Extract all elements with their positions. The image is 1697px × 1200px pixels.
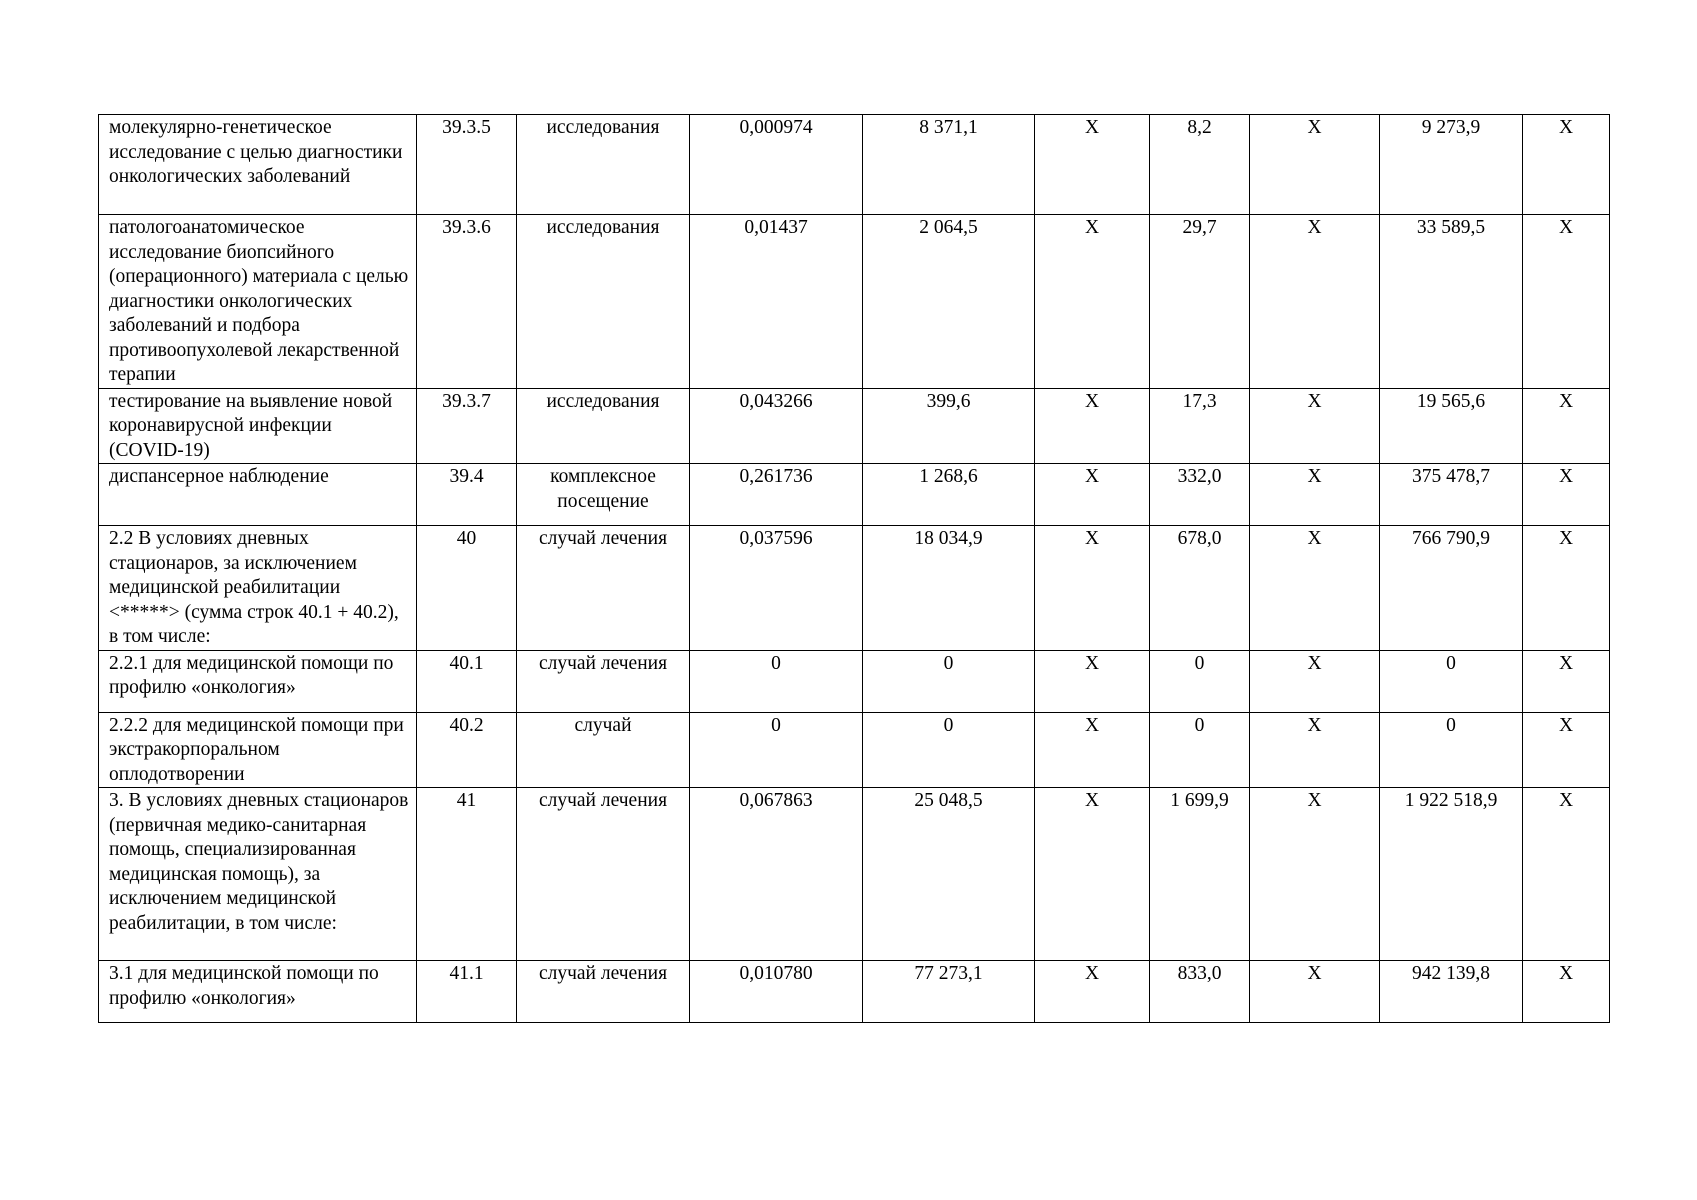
row-line-number: 40.1 — [417, 650, 517, 712]
row-col9: 766 790,9 — [1380, 526, 1523, 651]
row-col6: Х — [1035, 788, 1150, 961]
row-col10: Х — [1523, 115, 1610, 215]
row-line-number: 40 — [417, 526, 517, 651]
row-unit: исследования — [517, 115, 690, 215]
row-line-number: 39.3.6 — [417, 215, 517, 389]
row-unit: случай — [517, 712, 690, 788]
row-cost: 18 034,9 — [863, 526, 1035, 651]
row-col6: Х — [1035, 712, 1150, 788]
row-col8: Х — [1250, 388, 1380, 464]
row-col7: 332,0 — [1150, 464, 1250, 526]
table-row — [99, 215, 1610, 389]
row-name: тестирование на выявление новой коронавирусной инфекции (COVID-19) — [99, 388, 417, 464]
row-cost: 25 048,5 — [863, 788, 1035, 961]
row-col10: Х — [1523, 388, 1610, 464]
row-name: патологоанатомическое исследование биопсийного (операционного) материала с целью диагностики онкологических заболеваний и подбора противоопухолевой лекарственной терапии — [99, 215, 417, 389]
row-volume: 0,067863 — [690, 788, 863, 961]
row-name: 3.1 для медицинской помощи по профилю «онкология» — [99, 961, 417, 1023]
row-unit: исследования — [517, 215, 690, 389]
row-volume: 0,043266 — [690, 388, 863, 464]
row-col8: Х — [1250, 650, 1380, 712]
row-line-number: 40.2 — [417, 712, 517, 788]
table-row — [99, 526, 1610, 651]
data-table — [98, 114, 1610, 1023]
row-col9: 942 139,8 — [1380, 961, 1523, 1023]
row-col9: 1 922 518,9 — [1380, 788, 1523, 961]
row-col10: Х — [1523, 712, 1610, 788]
row-col10: Х — [1523, 215, 1610, 389]
row-line-number: 39.3.7 — [417, 388, 517, 464]
table-row — [99, 115, 1610, 215]
row-volume: 0,010780 — [690, 961, 863, 1023]
row-col9: 19 565,6 — [1380, 388, 1523, 464]
row-col9: 375 478,7 — [1380, 464, 1523, 526]
row-col6: Х — [1035, 115, 1150, 215]
row-col7: 29,7 — [1150, 215, 1250, 389]
row-col8: Х — [1250, 526, 1380, 651]
row-volume: 0,037596 — [690, 526, 863, 651]
row-col7: 1 699,9 — [1150, 788, 1250, 961]
row-cost: 77 273,1 — [863, 961, 1035, 1023]
row-col10: Х — [1523, 464, 1610, 526]
row-volume: 0 — [690, 650, 863, 712]
row-name: диспансерное наблюдение — [99, 464, 417, 526]
row-unit: исследования — [517, 388, 690, 464]
table-row — [99, 388, 1610, 464]
row-col6: Х — [1035, 526, 1150, 651]
row-name: 3. В условиях дневных стационаров (первичная медико-санитарная помощь, специализированная медицинская помощь), за исключением медицинской реабилитации, в том числе: — [99, 788, 417, 961]
row-col6: Х — [1035, 650, 1150, 712]
row-name: 2.2.1 для медицинской помощи по профилю «онкология» — [99, 650, 417, 712]
table-row — [99, 650, 1610, 712]
row-volume: 0 — [690, 712, 863, 788]
row-unit: случай лечения — [517, 650, 690, 712]
row-line-number: 41.1 — [417, 961, 517, 1023]
row-col9: 0 — [1380, 712, 1523, 788]
row-unit: случай лечения — [517, 788, 690, 961]
row-col7: 0 — [1150, 712, 1250, 788]
row-name: 2.2.2 для медицинской помощи при экстракорпоральном оплодотворении — [99, 712, 417, 788]
row-col7: 17,3 — [1150, 388, 1250, 464]
row-cost: 399,6 — [863, 388, 1035, 464]
row-unit: случай лечения — [517, 526, 690, 651]
row-col9: 9 273,9 — [1380, 115, 1523, 215]
row-cost: 8 371,1 — [863, 115, 1035, 215]
row-unit: комплексное посещение — [517, 464, 690, 526]
table-row — [99, 712, 1610, 788]
row-cost: 1 268,6 — [863, 464, 1035, 526]
row-col10: Х — [1523, 650, 1610, 712]
row-col8: Х — [1250, 961, 1380, 1023]
row-col10: Х — [1523, 961, 1610, 1023]
row-volume: 0,261736 — [690, 464, 863, 526]
row-col8: Х — [1250, 115, 1380, 215]
row-col8: Х — [1250, 788, 1380, 961]
row-name: 2.2 В условиях дневных стационаров, за исключением медицинской реабилитации <*****> (сумма строк 40.1 + 40.2), в том числе: — [99, 526, 417, 651]
row-line-number: 39.3.5 — [417, 115, 517, 215]
row-col9: 33 589,5 — [1380, 215, 1523, 389]
row-cost: 0 — [863, 650, 1035, 712]
row-unit: случай лечения — [517, 961, 690, 1023]
table-row — [99, 961, 1610, 1023]
row-volume: 0,000974 — [690, 115, 863, 215]
row-col10: Х — [1523, 788, 1610, 961]
row-col7: 678,0 — [1150, 526, 1250, 651]
row-col9: 0 — [1380, 650, 1523, 712]
row-col8: Х — [1250, 215, 1380, 389]
row-col6: Х — [1035, 388, 1150, 464]
row-line-number: 41 — [417, 788, 517, 961]
row-cost: 2 064,5 — [863, 215, 1035, 389]
row-volume: 0,01437 — [690, 215, 863, 389]
row-col7: 833,0 — [1150, 961, 1250, 1023]
row-name: молекулярно-генетическое исследование с целью диагностики онкологических заболеваний — [99, 115, 417, 215]
row-cost: 0 — [863, 712, 1035, 788]
row-col6: Х — [1035, 215, 1150, 389]
row-line-number: 39.4 — [417, 464, 517, 526]
row-col7: 8,2 — [1150, 115, 1250, 215]
row-col6: Х — [1035, 961, 1150, 1023]
row-col8: Х — [1250, 464, 1380, 526]
row-col8: Х — [1250, 712, 1380, 788]
table-row — [99, 788, 1610, 961]
table-row — [99, 464, 1610, 526]
row-col10: Х — [1523, 526, 1610, 651]
row-col7: 0 — [1150, 650, 1250, 712]
row-col6: Х — [1035, 464, 1150, 526]
